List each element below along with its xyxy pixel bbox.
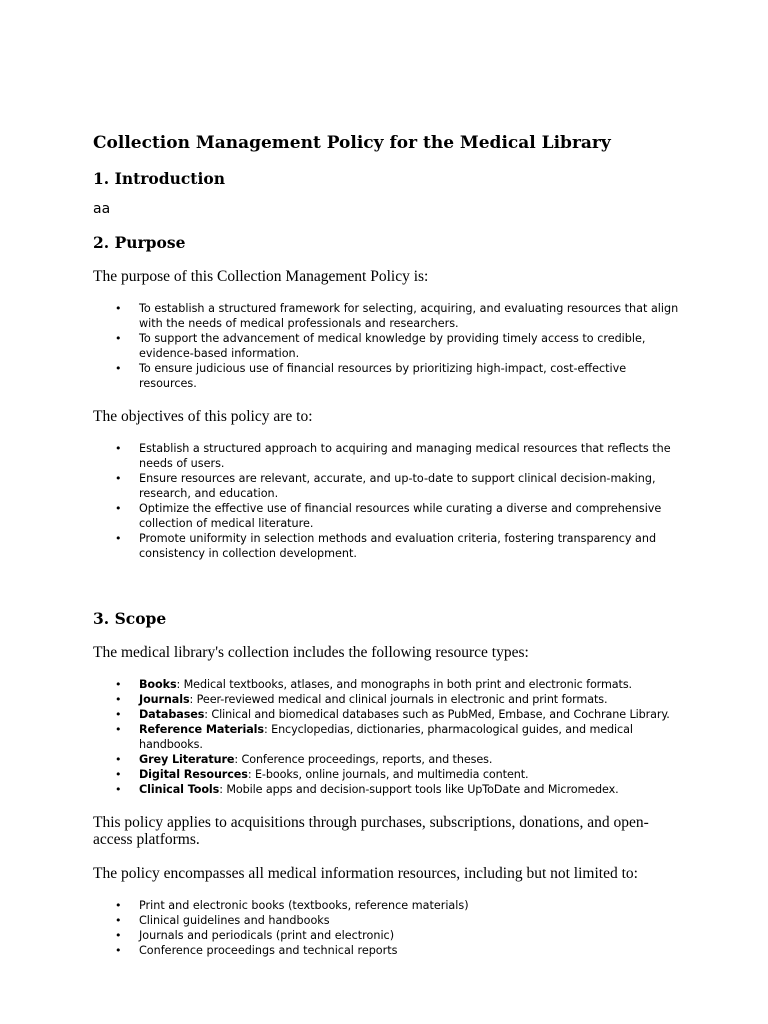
- list-item: [93, 501, 683, 531]
- bullet-icon: •: [115, 332, 122, 345]
- list-item: [93, 677, 683, 692]
- scope-applies-text: This policy applies to acquisitions through purchases, subscriptions, donations, and open-access platforms.: [93, 814, 649, 848]
- bullet-icon: •: [115, 708, 122, 721]
- bullet-icon: •: [115, 302, 122, 315]
- bullet-icon: •: [115, 783, 122, 796]
- list-item-text: Conference proceedings and technical reports: [139, 944, 398, 957]
- scope-lead: The medical library's collection includes the following resource types:: [93, 644, 529, 661]
- list-item-text: Ensure resources are relevant, accurate, and up-to-date to support clinical decision-making, research, and education.: [139, 472, 656, 500]
- bullet-icon: •: [115, 442, 122, 455]
- encompasses-list: [93, 898, 683, 958]
- resource-type-term: Journals: [139, 693, 190, 706]
- resource-type-desc: : Clinical and biomedical databases such as PubMed, Embase, and Cochrane Library.: [204, 708, 670, 721]
- bullet-icon: •: [115, 362, 122, 375]
- section-heading-scope: 3. Scope: [93, 609, 167, 628]
- list-item-text: Optimize the effective use of financial resources while curating a diverse and comprehensive collection of medical literature.: [139, 502, 662, 530]
- bullet-icon: •: [115, 899, 122, 912]
- list-item-text: To ensure judicious use of financial resources by prioritizing high-impact, cost-effective resources.: [139, 362, 627, 390]
- list-item: [93, 782, 683, 797]
- resource-type-desc: : Mobile apps and decision-support tools like UpToDate and Micromedex.: [219, 783, 619, 796]
- document-title: Collection Management Policy for the Medical Library: [93, 133, 611, 153]
- bullet-icon: •: [115, 723, 122, 736]
- resource-types-list: [93, 677, 683, 797]
- resource-type-term: Grey Literature: [139, 753, 235, 766]
- resource-type-term: Digital Resources: [139, 768, 248, 781]
- list-item: [93, 722, 683, 752]
- list-item-text: To establish a structured framework for selecting, acquiring, and evaluating resources that align with the needs of medical professionals and researchers.: [139, 302, 679, 330]
- scope-encompasses-lead: The policy encompasses all medical information resources, including but not limited to:: [93, 865, 638, 882]
- bullet-icon: •: [115, 502, 122, 515]
- list-item: [93, 301, 683, 331]
- resource-type-desc: : E-books, online journals, and multimedia content.: [247, 768, 529, 781]
- bullet-icon: •: [115, 678, 122, 691]
- resource-type-desc: : Conference proceedings, reports, and theses.: [234, 753, 493, 766]
- introduction-text: aa: [93, 201, 111, 217]
- list-item: [93, 898, 683, 913]
- list-item: [93, 531, 683, 561]
- resource-type-desc: : Peer-reviewed medical and clinical journals in electronic and print formats.: [189, 693, 608, 706]
- bullet-icon: •: [115, 753, 122, 766]
- document-page: [93, 131, 683, 958]
- bullet-icon: •: [115, 929, 122, 942]
- objectives-list: [93, 441, 683, 561]
- objectives-lead: The objectives of this policy are to:: [93, 408, 313, 425]
- resource-type-term: Databases: [139, 708, 205, 721]
- resource-type-term: Reference Materials: [139, 723, 264, 736]
- purpose-list: [93, 301, 683, 391]
- purpose-lead: The purpose of this Collection Management Policy is:: [93, 268, 429, 285]
- resource-type-desc: : Encyclopedias, dictionaries, pharmacological guides, and medical handbooks.: [139, 723, 633, 751]
- list-item: [93, 361, 683, 391]
- list-item: [93, 752, 683, 767]
- resource-type-term: Clinical Tools: [139, 783, 220, 796]
- list-item-text: Print and electronic books (textbooks, reference materials): [139, 899, 469, 912]
- list-item: [93, 331, 683, 361]
- list-item-text: Promote uniformity in selection methods and evaluation criteria, fostering transparency and consistency in collection development.: [139, 532, 657, 560]
- bullet-icon: •: [115, 693, 122, 706]
- bullet-icon: •: [115, 914, 122, 927]
- list-item: [93, 707, 683, 722]
- bullet-icon: •: [115, 944, 122, 957]
- bullet-icon: •: [115, 472, 122, 485]
- bullet-icon: •: [115, 532, 122, 545]
- list-item: [93, 943, 683, 958]
- list-item: [93, 692, 683, 707]
- list-item-text: To support the advancement of medical knowledge by providing timely access to credible, evidence-based information.: [139, 332, 646, 360]
- section-heading-introduction: 1. Introduction: [93, 169, 225, 188]
- list-item: [93, 767, 683, 782]
- list-item-text: Clinical guidelines and handbooks: [139, 914, 330, 927]
- resource-type-term: Books: [139, 678, 177, 691]
- list-item-text: Establish a structured approach to acquiring and managing medical resources that reflects the needs of users.: [139, 442, 671, 470]
- list-item: [93, 928, 683, 943]
- resource-type-desc: : Medical textbooks, atlases, and monographs in both print and electronic formats.: [176, 678, 633, 691]
- bullet-icon: •: [115, 768, 122, 781]
- list-item: [93, 913, 683, 928]
- list-item: [93, 471, 683, 501]
- list-item-text: Journals and periodicals (print and electronic): [139, 929, 395, 942]
- list-item: [93, 441, 683, 471]
- section-heading-purpose: 2. Purpose: [93, 233, 186, 252]
